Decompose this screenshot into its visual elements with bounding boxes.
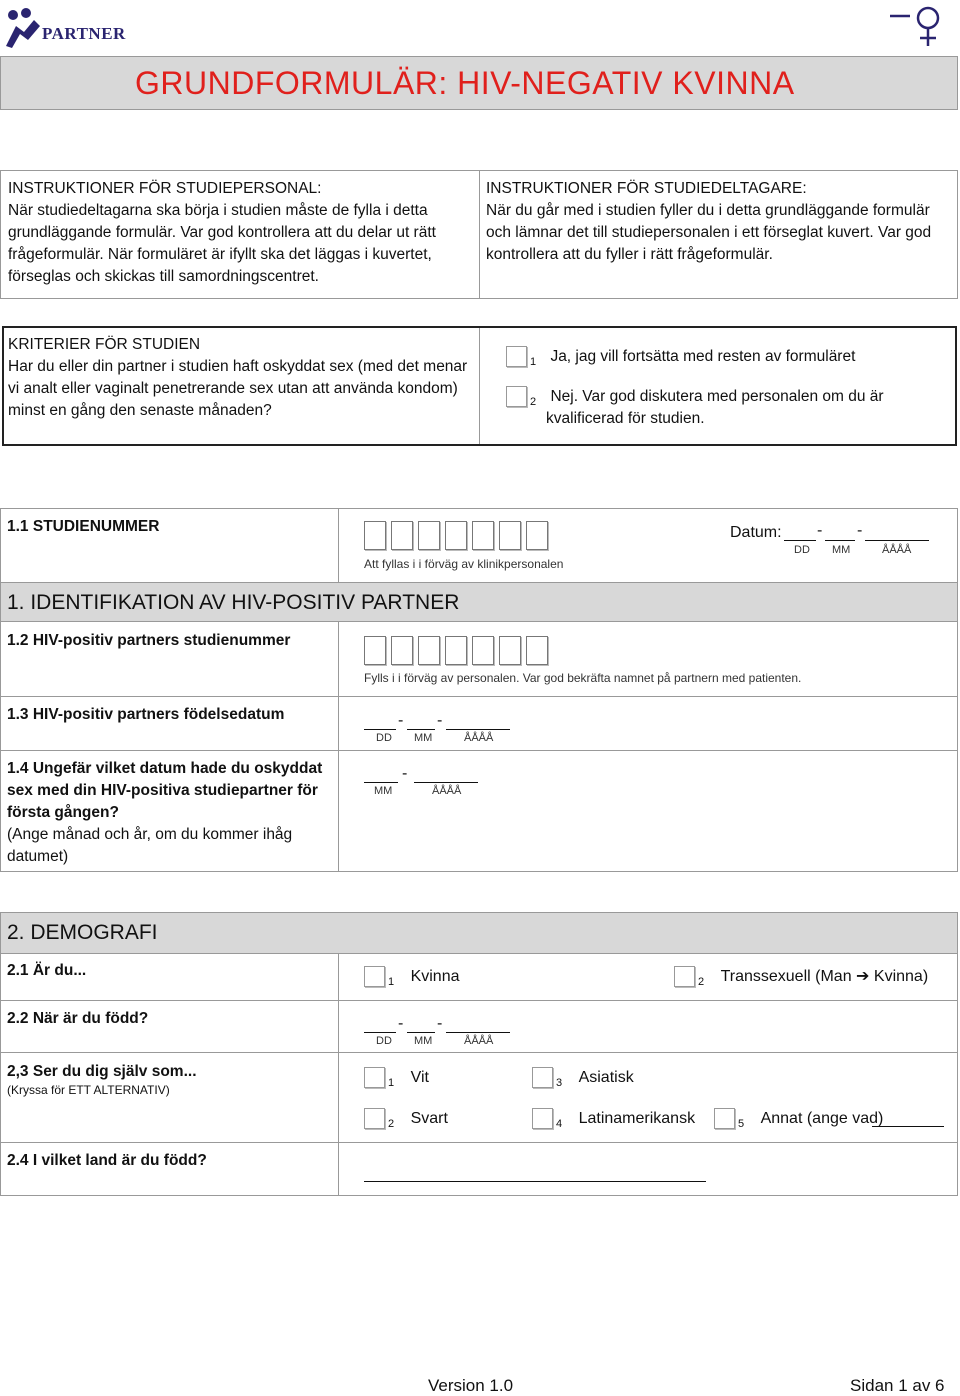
logo-figures-icon [4, 6, 44, 50]
digit-box[interactable] [445, 521, 467, 550]
staff-instructions-line: grundläggande formulär. Var god kontrollera att du delar ut rätt [8, 224, 436, 241]
sex-yyyy-line[interactable] [414, 782, 478, 783]
option-latin[interactable]: $_4$ Latinamerikansk [532, 1108, 695, 1131]
title-bar [0, 56, 958, 110]
instructions-divider [479, 170, 480, 299]
staff-instructions-line: frågeformulär. När formuläret är ifyllt ska det läggas i kuvertet, [8, 246, 432, 263]
criteria-option-no[interactable] [506, 386, 884, 409]
mm-label: MM [374, 785, 393, 797]
option-black[interactable]: $_2$ Svart [364, 1108, 448, 1131]
dash: - [398, 1015, 404, 1032]
digit-box[interactable] [364, 636, 386, 665]
sex-mm-line[interactable] [364, 782, 398, 783]
page-title: GRUNDFORMULÄR: HIV-NEGATIV KVINNA [135, 65, 795, 101]
digit-box[interactable] [499, 521, 521, 550]
row-divider [0, 1142, 958, 1143]
criteria-line: Har du eller din partner i studien haft oskyddat sex (med det menar [8, 358, 468, 375]
option-woman[interactable]: $_1$ Kvinna [364, 966, 460, 989]
checkbox-transsexual[interactable] [674, 966, 695, 987]
option-label: Vit [410, 1069, 429, 1086]
question-note: datumet) [7, 848, 69, 865]
checkbox-other[interactable] [714, 1108, 735, 1129]
criteria-line: vi analt eller vaginalt penetrerande sex utan att använda kondom) [8, 380, 458, 397]
staff-instructions-line: förseglas och skickas till samordningscentret. [8, 268, 319, 285]
mm-label: MM [414, 1035, 433, 1047]
birth-yyyy-line[interactable] [446, 1032, 510, 1033]
question-2-1: 2.1 Är du... [7, 962, 87, 979]
dash: - [857, 522, 863, 539]
row-divider [0, 696, 958, 697]
digit-box[interactable] [445, 636, 467, 665]
option-asian[interactable]: $_3$ Asiatisk [532, 1067, 634, 1090]
date-field[interactable] [730, 524, 782, 542]
arrow-right-icon: ➔ [856, 968, 870, 985]
section2-title: 2. DEMOGRAFI [7, 921, 158, 944]
birth-dd-line[interactable] [364, 1032, 396, 1033]
dash: - [437, 712, 443, 729]
criteria-option-yes[interactable] [506, 346, 855, 369]
option-number: 2 [530, 396, 537, 408]
yyyy-label: ÅÅÅÅ [432, 785, 462, 797]
question-1-4 [7, 758, 322, 868]
col-divider [338, 954, 339, 1196]
staff-instructions-line: När studiedeltagarna ska börja i studien måste de fylla i detta [8, 202, 428, 219]
yyyy-label: ÅÅÅÅ [882, 544, 912, 556]
mm-label: MM [832, 544, 851, 556]
option-label: Nej. Var god diskutera med personalen om du är [550, 388, 884, 405]
dash: - [402, 765, 408, 782]
question-note: (Ange månad och år, om du kommer ihåg [7, 826, 293, 843]
col-divider [338, 508, 339, 582]
checkbox-latin[interactable] [532, 1108, 553, 1129]
date-yyyy-line[interactable] [865, 540, 929, 541]
digit-box[interactable] [391, 636, 413, 665]
option-label: Svart [410, 1110, 448, 1127]
criteria-divider [479, 328, 480, 444]
option-transsexual[interactable]: $_2$ Transsexuell (Man ➔ Kvinna) [674, 966, 928, 989]
row-divider [0, 1052, 958, 1053]
option-white[interactable]: $_1$ Vit [364, 1067, 429, 1090]
participant-instructions-line: När du går med i studien fyller du i detta grundläggande formulär [486, 202, 930, 219]
question-2-2: 2.2 När är du född? [7, 1010, 149, 1027]
option-label-end: Kvinna) [873, 968, 929, 985]
other-specify-line[interactable] [872, 1126, 944, 1127]
option-label: Transsexuell (Man [720, 968, 852, 985]
dash: - [437, 1015, 443, 1032]
digit-box[interactable] [526, 521, 548, 550]
checkbox-no[interactable] [506, 386, 527, 407]
version-text: Version 1.0 [428, 1376, 514, 1395]
study-number-note: Att fyllas i i förväg av klinikpersonalen [364, 557, 564, 571]
checkbox-black[interactable] [364, 1108, 385, 1129]
question-line: 1.4 Ungefär vilket datum hade du oskyddat [7, 760, 323, 777]
staff-instructions-heading: INSTRUKTIONER FÖR STUDIEPERSONAL: [8, 180, 322, 197]
female-symbol-icon [888, 4, 948, 48]
option-label-cont: kvalificerad för studien. [546, 410, 705, 427]
criteria-heading: KRITERIER FÖR STUDIEN [8, 336, 201, 353]
logo-text: PARTNER [42, 24, 126, 43]
digit-box[interactable] [526, 636, 548, 665]
mm-label: MM [414, 732, 433, 744]
row-divider [0, 750, 958, 751]
participant-instructions-line: kontrollera att du fyller i rätt frågeformulär. [486, 246, 773, 263]
checkbox-white[interactable] [364, 1067, 385, 1088]
criteria-question [8, 334, 476, 422]
question-2-3: 2,3 Ser du dig själv som... [7, 1063, 197, 1080]
digit-box[interactable] [499, 636, 521, 665]
yyyy-label: ÅÅÅÅ [464, 1035, 494, 1047]
question-1-3: 1.3 HIV-positiv partners födelsedatum [7, 706, 285, 723]
option-other[interactable]: $_5$ Annat (ange vad) [714, 1108, 883, 1131]
option-label: Annat (ange vad) [760, 1110, 884, 1127]
date-label: Datum: [730, 524, 782, 541]
dob-yyyy-line[interactable] [446, 729, 510, 730]
yyyy-label: ÅÅÅÅ [464, 732, 494, 744]
digit-box[interactable] [472, 636, 494, 665]
partner-logo [4, 6, 164, 50]
birth-mm-line[interactable] [407, 1032, 435, 1033]
digit-box[interactable] [391, 521, 413, 550]
checkbox-asian[interactable] [532, 1067, 553, 1088]
col-divider [338, 622, 339, 872]
dob-dd-line[interactable] [364, 729, 396, 730]
option-label: Ja, jag vill fortsätta med resten av formuläret [550, 348, 856, 365]
dash: - [817, 522, 823, 539]
checkbox-yes[interactable] [506, 346, 527, 367]
date-mm-line[interactable] [825, 540, 855, 541]
country-line[interactable] [364, 1181, 706, 1182]
dash: - [398, 712, 404, 729]
digit-box[interactable] [364, 521, 386, 550]
checkbox-woman[interactable] [364, 966, 385, 987]
question-1-2: 1.2 HIV-positiv partners studienummer [7, 632, 291, 649]
participant-instructions [486, 178, 954, 266]
option-label: Kvinna [410, 968, 460, 985]
dd-label: DD [376, 732, 392, 744]
question-2-4: 2.4 I vilket land är du född? [7, 1152, 207, 1169]
dob-mm-line[interactable] [407, 729, 435, 730]
option-number: 1 [530, 356, 537, 368]
option-label: Latinamerikansk [578, 1110, 696, 1127]
partner-number-note: Fylls i i förväg av personalen. Var god bekräfta namnet på partnern med patienten. [364, 671, 802, 685]
participant-instructions-heading: INSTRUKTIONER FÖR STUDIEDELTAGARE: [486, 180, 807, 197]
page-number: Sidan 1 av 6 [850, 1376, 945, 1395]
date-dd-line[interactable] [784, 540, 816, 541]
criteria-line: minst en gång den senaste månaden? [8, 402, 272, 419]
dd-label: DD [376, 1035, 392, 1047]
digit-box[interactable] [472, 521, 494, 550]
section1-title: 1. IDENTIFIKATION AV HIV-POSITIV PARTNER [7, 591, 460, 614]
staff-instructions [8, 178, 473, 288]
dd-label: DD [794, 544, 810, 556]
row-divider [0, 1000, 958, 1001]
question-line: första gången? [7, 804, 119, 821]
participant-instructions-line: och lämnar det till studiepersonalen i ett förseglat kuvert. Var god [486, 224, 932, 241]
digit-box[interactable] [418, 636, 440, 665]
question-line: sex med din HIV-positiva studiepartner för [7, 782, 318, 799]
study-number-label: 1.1 STUDIENUMMER [7, 518, 160, 535]
digit-box[interactable] [418, 521, 440, 550]
option-label: Asiatisk [578, 1069, 634, 1086]
question-2-3-note: (Kryssa för ETT ALTERNATIV) [7, 1083, 170, 1097]
